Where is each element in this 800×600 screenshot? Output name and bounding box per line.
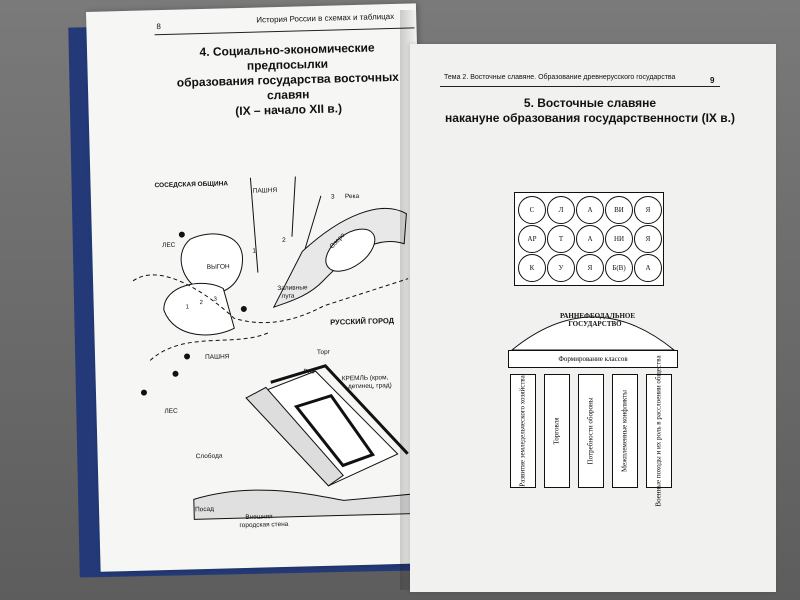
- slavs-grid-cell: С: [518, 196, 546, 224]
- right-title-line-1: 5. Восточные славяне: [523, 96, 657, 110]
- map-label-moat: Ров: [303, 368, 315, 376]
- map-label-plowland-top: ПАШНЯ: [252, 187, 278, 195]
- map-label-kremlin-2: детинец, град): [347, 382, 392, 391]
- map-label-plowland-bottom: ПАШНЯ: [204, 353, 230, 361]
- slavs-grid-cell: А: [576, 225, 604, 253]
- pillar-label: Межплеменные конфликты: [620, 390, 629, 472]
- slavs-grid-cell: У: [547, 254, 575, 282]
- pillar-box: [544, 374, 570, 488]
- pillar-box: [510, 374, 536, 488]
- right-running-header: Тема 2. Восточные славяне. Образование древнерусского государства: [444, 74, 676, 81]
- slavs-grid-cell: НИ: [605, 225, 633, 253]
- slavs-grid-cell: Я: [634, 225, 662, 253]
- left-page: [86, 3, 431, 571]
- house-number-2: 2: [199, 300, 204, 307]
- state-dome-label: РАННЕФЕОДАЛЬНОЕ ГОСУДАРСТВО: [560, 312, 636, 328]
- pillar-label: Потребности обороны: [586, 397, 595, 465]
- pillar-label: Развитие земледельческого хозяйства: [518, 375, 527, 487]
- slavs-grid-cell: А: [576, 196, 604, 224]
- map-label-num-1: 1: [252, 247, 257, 255]
- pillar-label: Торговля: [552, 417, 561, 445]
- map-label-lake: Озеро: [328, 231, 347, 251]
- slavs-grid-cell: К: [518, 254, 546, 282]
- slavs-grid-cell: Я: [576, 254, 604, 282]
- pillar-label: Военные походы и их роль в расслоении общества: [654, 355, 663, 507]
- map-label-river: Река: [344, 192, 360, 201]
- slavs-grid-cell: Я: [634, 196, 662, 224]
- left-title-line-3: (IX – начало XII в.): [235, 101, 343, 119]
- map-label-kremlin-1: КРЕМЛЬ (кром,: [341, 374, 389, 383]
- class-formation-label: Формирование классов: [558, 355, 628, 363]
- right-page: [410, 44, 776, 592]
- pillar-box: [578, 374, 604, 488]
- pillar-box: [646, 355, 672, 507]
- map-label-market: Торг: [316, 348, 331, 357]
- slavs-grid-cell: Б(В): [605, 254, 633, 282]
- right-header-rule: [440, 86, 720, 87]
- map-label-posad: Посад: [194, 505, 215, 514]
- map-label-outer-wall-1: Внешняя: [245, 513, 273, 522]
- neighbor-community-map: [90, 153, 430, 542]
- slavs-grid-cell: АР: [518, 225, 546, 253]
- map-label-meadows-2: луга: [281, 292, 295, 300]
- map-label-outer-wall-2: городская стена: [239, 520, 289, 530]
- class-formation-bar: [508, 350, 678, 368]
- pillar-box: [612, 374, 638, 488]
- left-running-header: История России в схемах и таблицах: [256, 11, 395, 25]
- slavs-grid-cell: Л: [547, 196, 575, 224]
- map-label-num-3: 3: [330, 193, 335, 201]
- left-page-title: [167, 40, 409, 121]
- left-title-line-1: 4. Социально-экономические предпосылки: [199, 40, 375, 73]
- left-header-rule: [155, 27, 415, 35]
- map-label-num-2: 2: [281, 236, 286, 244]
- slavs-grid-cell: Т: [547, 225, 575, 253]
- map-label-pasture: ВЫГОН: [206, 263, 230, 271]
- left-title-line-2: образования государства восточных славян: [176, 69, 400, 103]
- left-page-number: 8: [156, 22, 161, 32]
- right-page-title: [430, 96, 750, 126]
- map-label-meadows-1: Заливные: [277, 284, 308, 293]
- slavs-grid-box: [514, 192, 664, 286]
- right-title-line-2: накануне образования государственности (IX в.): [445, 111, 735, 125]
- house-number-1: 1: [185, 304, 190, 311]
- map-label-community: СОСЕДСКАЯ ОБЩИНА: [154, 180, 229, 190]
- slavs-grid-cell: ВИ: [605, 196, 633, 224]
- slavs-grid-cell: А: [634, 254, 662, 282]
- map-label-forest-top: ЛЕС: [162, 241, 176, 250]
- right-page-number: 9: [710, 76, 715, 85]
- map-label-russian-town: РУССКИЙ ГОРОД: [330, 316, 395, 327]
- map-label-sloboda: Слобода: [195, 452, 223, 461]
- house-number-3: 3: [213, 296, 217, 303]
- map-label-forest-bottom: ЛЕС: [164, 407, 178, 416]
